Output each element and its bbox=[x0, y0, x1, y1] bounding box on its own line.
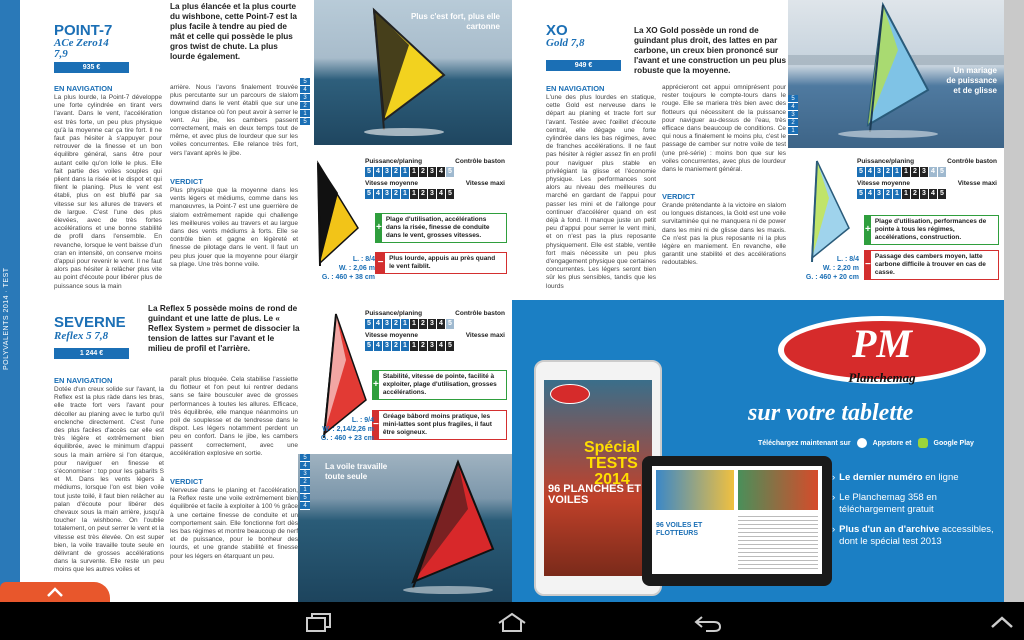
cons-box bbox=[864, 250, 999, 280]
home-icon bbox=[495, 611, 529, 633]
rating-cell: 3 bbox=[383, 341, 392, 351]
rating-cell: 3 bbox=[875, 189, 884, 199]
rating-cell: 1 bbox=[902, 189, 911, 199]
sail-dimensions bbox=[320, 255, 375, 282]
pros-box bbox=[864, 215, 999, 245]
rating-cell: 2 bbox=[911, 167, 920, 177]
chevron-up-icon bbox=[989, 614, 1015, 630]
price-tag: 935 € bbox=[54, 62, 129, 73]
minus-icon: − bbox=[376, 253, 385, 273]
cover-title: Spécial TESTS 2014 bbox=[583, 439, 641, 488]
model-title: Reflex 5 7,8 bbox=[54, 330, 109, 342]
model-title: Gold 7,8 bbox=[546, 37, 585, 49]
dimension-line: W. : 2,14/2,26 m bbox=[322, 426, 374, 433]
download-text: Téléchargez maintenant sur bbox=[758, 439, 851, 447]
dimension-line: L. : 8/4 bbox=[836, 256, 859, 263]
rating-row-2 bbox=[365, 189, 505, 199]
rating-cell: 1 bbox=[410, 167, 419, 177]
rating-cell: 5 bbox=[365, 167, 374, 177]
rating-label-control: Contrôle baston bbox=[455, 158, 505, 165]
tablet-text-lines bbox=[738, 516, 818, 570]
plus-icon: + bbox=[865, 216, 871, 244]
rating-cell: 1 bbox=[893, 167, 902, 177]
rating-cell: 1 bbox=[893, 189, 902, 199]
rating-cell: 3 bbox=[383, 319, 392, 329]
nav-text-col2: apprécieront cet appui omniprésent pour rester toujours le compte-tours dans le rouge. Elle se mariera très bien avec des flotteurs qui nécessitent de la puissance pour naviguer au-dessus de l'eau, très efficace dans beaucoup de conditions. Ce qui nous a finalement le moins plu, c'est le passage de camber sur notre voile de test (une pré-série) : moins bon que sur les voiles concurrentes, avec plus de lourdeur dans le maniement général. bbox=[662, 84, 786, 174]
rating-label-speed: Vitesse moyenne bbox=[365, 332, 418, 339]
pros-box bbox=[372, 370, 507, 400]
bullet-icon: › bbox=[832, 492, 836, 503]
bullet-icon: › bbox=[832, 472, 836, 483]
intro-text: La plus élancée et la plus courte du wishbone, cette Point-7 est la plus facile à tendre au pied de mât et celle qui possède le plus gros twist de chute. La plus lourde également. bbox=[170, 2, 297, 61]
rating-cell: 2 bbox=[884, 189, 893, 199]
download-line bbox=[758, 438, 974, 448]
cons-text: Passage des cambers moyen, latte carbone difficile à trouver en cas de casse. bbox=[874, 253, 986, 276]
rating-label-speed: Vitesse moyenne bbox=[365, 180, 418, 187]
brand-title: SEVERNE bbox=[54, 314, 126, 331]
right-band bbox=[1004, 0, 1024, 602]
samsung-tablet bbox=[642, 456, 832, 586]
cons-box bbox=[375, 252, 507, 274]
dimension-line: W. : 2,20 m bbox=[822, 265, 859, 272]
nav-text-col1: L'une des plus lourdes en statique, cette Gold est nerveuse dans le départ au planing et tracte fort sur l'avant. Testée avec l'œillet d'écoute central, elle dégage une forte cylindrée dans les bas régimes, avec de franches accélérations. Il ne faut pas hésiter à régler assez fin en profil pour naviguer plus stable en privilégiant la glisse et l'économie physique. Les performances sont alors au niveau des meilleures du marché en gardant de l'appui pour passer les mini et de l'allonge pour continuer d'accélérer quand on est déjà à fond. Il manque juste un petit peu d'appui pour serrer le vent mini, et on n'est pas la plus reposante physiquement. Elle est stable, ventile fort mais nécessite un peu plus d'engagement physique que certaines concurrentes. Les légers seront bien sûr les plus sensibles, tandis que les lourds bbox=[546, 94, 656, 290]
verdict-title: VERDICT bbox=[662, 192, 695, 201]
ratings-box bbox=[365, 158, 505, 202]
dimension-line: G. : 460 + 20 cm bbox=[805, 274, 859, 281]
plus-icon: + bbox=[373, 371, 379, 399]
rating-cell: 5 bbox=[446, 167, 455, 177]
rating-cell: 2 bbox=[392, 341, 401, 351]
page-severne bbox=[20, 300, 512, 602]
rating-cell: 5 bbox=[365, 189, 374, 199]
cons-box bbox=[372, 410, 507, 440]
cons-text: Plus lourde, appuis au près quand le vent faiblit. bbox=[389, 255, 496, 270]
side-scale: 5 4 3 2 1 5 bbox=[300, 78, 310, 126]
model-title: ACe Zero14 bbox=[54, 37, 109, 49]
nav-section-title: EN NAVIGATION bbox=[54, 376, 113, 385]
rating-cell: 5 bbox=[446, 189, 455, 199]
rating-cell: 5 bbox=[365, 319, 374, 329]
ratings-box bbox=[857, 158, 997, 202]
pros-box bbox=[375, 213, 507, 243]
page-xo bbox=[512, 0, 1004, 300]
rating-label-power: Puissance/planing bbox=[365, 310, 423, 317]
rating-label-power: Puissance/planing bbox=[365, 158, 423, 165]
rating-cell: 3 bbox=[428, 167, 437, 177]
ad-feature-list bbox=[832, 472, 997, 556]
rating-cell: 1 bbox=[401, 319, 410, 329]
ad-item-1: › Le dernier numéro en ligne bbox=[832, 472, 959, 483]
rating-label-maxspeed: Vitesse maxi bbox=[465, 180, 505, 187]
photo-quote: Plus c'est fort, plus elle cartonne bbox=[410, 12, 500, 31]
rating-label-power: Puissance/planing bbox=[857, 158, 915, 165]
brand-title: XO bbox=[546, 22, 568, 39]
rating-cell: 1 bbox=[410, 189, 419, 199]
nav-text-col2: paraît plus bloquée. Cela stabilise l'assiette du flotteur et l'on peut lui rentrer dedans sans se faire bousculer avec de grosses performances à toutes les allures. Efficace, très équilibrée, elle manque néanmoins un poil de souplesse et de tendresse dans le dispot. Les légers notamment perdent un peu en confort. Dans le jibe, les cambers passent correctement, avec une accélération explosive en sortie. bbox=[170, 376, 298, 457]
planchemag-ad[interactable] bbox=[512, 300, 1004, 602]
rating-cell: 4 bbox=[374, 341, 383, 351]
rating-cell: 1 bbox=[410, 341, 419, 351]
rating-row-2 bbox=[857, 189, 997, 199]
nav-section-title: EN NAVIGATION bbox=[546, 84, 605, 93]
left-band bbox=[0, 0, 20, 602]
nav-text-col1: La plus lourde, la Point-7 développe une forte cylindrée en tirant vers l'avant. Dans le vent, l'accélération est très forte, un peu plus physique qu'à la moyenne car ça tire fort. Il ne faut pas hésiter à s'appuyer pour retrouver de la finesse et un bon équilibre général, sans être pour autant celle qu'on lolle le plus. Elle fait partie des voiles souples qui plient dans la risée et le dispot et qui filent le planing. Plus le vent est établi, plus on est bluffé par sa vitesse sur les allures de travers et de largue. C'est l'une des plus élevées, avec de très fortes accélérations et une bonne stabilité de profil dans l'ensemble. En revanche, lorsque le vent baisse d'un cran en intensité, on conserve moins d'appui pour revenir le vent. Il ne faut alors pas hésiter à relâcher plus vite au point d'écoute pour libérer plus de puissance sous la main bbox=[54, 94, 162, 290]
ratings-box bbox=[365, 310, 505, 354]
nav-text-col2: arrière. Nous l'avons finalement trouvée plus percutante sur un parcours de slalom downwind dans le vent établi que sur une longue distance où l'on peut avoir à serrer le vent. Au jibe, les cambers passent correctement, mais en deux temps tout de même, et avec plus de lourdeur que sur les voiles concurrentes. Elle relance très fort, vers l'avant après le jibe. bbox=[170, 84, 298, 157]
rating-cell: 3 bbox=[383, 189, 392, 199]
side-scale: 5 4 3 2 1 5 4 bbox=[300, 454, 310, 510]
nav-section-title: EN NAVIGATION bbox=[54, 84, 113, 93]
logo-subtitle: Planchemag bbox=[848, 370, 916, 385]
chevron-up-icon bbox=[45, 586, 65, 598]
rating-label-maxspeed: Vitesse maxi bbox=[465, 332, 505, 339]
verdict-title: VERDICT bbox=[170, 477, 203, 486]
android-icon bbox=[918, 438, 928, 448]
rating-cell: 3 bbox=[920, 189, 929, 199]
cons-text: Gréage bâbord moins pratique, les mini-lattes sont plus fragiles, il faut être soigneux. bbox=[382, 413, 492, 436]
rating-cell: 3 bbox=[920, 167, 929, 177]
android-nav-bar bbox=[0, 602, 1024, 640]
recent-apps-icon bbox=[303, 611, 333, 633]
left-band-text: POLYVALENTS 2014 · TEST bbox=[3, 267, 10, 370]
tablet-photo-2 bbox=[738, 470, 818, 510]
sail-cutout bbox=[787, 158, 857, 263]
sail-dimensions bbox=[797, 255, 859, 282]
back-button[interactable] bbox=[690, 610, 726, 634]
magazine-cover[interactable] bbox=[544, 380, 652, 576]
rating-cell: 1 bbox=[902, 167, 911, 177]
rating-label-control: Contrôle baston bbox=[455, 310, 505, 317]
ad-headline: sur votre tablette bbox=[748, 400, 914, 426]
rating-cell: 1 bbox=[401, 189, 410, 199]
rating-cell: 5 bbox=[446, 319, 455, 329]
tablet-photo-1 bbox=[656, 470, 734, 510]
menu-pull-tab[interactable] bbox=[0, 582, 110, 602]
sail-dimensions bbox=[292, 416, 374, 443]
rating-cell: 5 bbox=[446, 341, 455, 351]
sail-graphic bbox=[298, 158, 368, 268]
minus-icon: − bbox=[865, 251, 871, 279]
rating-cell: 2 bbox=[392, 167, 401, 177]
rating-cell: 4 bbox=[929, 189, 938, 199]
home-button[interactable] bbox=[494, 610, 530, 634]
dimension-line: L. : 8/4 bbox=[352, 256, 375, 263]
rating-cell: 1 bbox=[401, 341, 410, 351]
tablet-screen[interactable] bbox=[652, 466, 822, 574]
rating-cell: 3 bbox=[428, 189, 437, 199]
rating-label-maxspeed: Vitesse maxi bbox=[957, 180, 997, 187]
rating-cell: 3 bbox=[428, 319, 437, 329]
cover-logo bbox=[550, 384, 590, 404]
dimension-line: G. : 460 + 23 cm bbox=[320, 435, 374, 442]
sail-cutout bbox=[298, 158, 368, 268]
rating-cell: 5 bbox=[857, 167, 866, 177]
rating-cell: 4 bbox=[437, 341, 446, 351]
rating-row-1 bbox=[365, 319, 505, 329]
rating-cell: 1 bbox=[410, 319, 419, 329]
rating-cell: 4 bbox=[437, 189, 446, 199]
model-size: 7,9 bbox=[54, 48, 68, 60]
rating-cell: 4 bbox=[929, 167, 938, 177]
rating-cell: 4 bbox=[374, 189, 383, 199]
rating-cell: 5 bbox=[938, 189, 947, 199]
rating-cell: 2 bbox=[419, 189, 428, 199]
bullet-icon: › bbox=[832, 524, 836, 535]
rating-cell: 2 bbox=[419, 167, 428, 177]
brand-title: POINT-7 bbox=[54, 22, 113, 39]
cover-subtitle: 96 PLANCHES ET VOILES bbox=[548, 483, 641, 506]
page-point7 bbox=[20, 0, 512, 300]
nav-text-col1: Dotée d'un creux solide sur l'avant, la Reflex est la plus ràde dans les bras, elle tracte fort vers l'avant pour décoller au planing avec le turbo qu'il enclenche directement. C'est l'une des plus faciles d'accès car elle est très légère et extrêmement bien équilibrée, avec le minimum d'appui sous la main arrière si l'on étarque, pour naviguer en finesse et s'économiser : top pour les gabarits S et M. Dans les vents légers à médiums, lorsque l'on est bien voile tout juste toilé, il faut bien relâcher au palan d'écoute pour libérer des chevaux sous la main arrière, jusqu'à toucher la wishbone. On l'oublie totalement, on peut serrer le vent et la vitesse est très élevée. On est super bien, la voile travaille toute seule en délivrant de grosses accélérations dans la survente. Elle reste un peu moins que les autres voiles et bbox=[54, 386, 164, 574]
rating-cell: 4 bbox=[437, 167, 446, 177]
back-icon bbox=[692, 611, 724, 633]
rating-cell: 4 bbox=[374, 319, 383, 329]
rating-cell: 2 bbox=[884, 167, 893, 177]
minus-icon: − bbox=[373, 411, 379, 439]
price-tag: 949 € bbox=[546, 60, 621, 71]
plus-icon: + bbox=[376, 214, 382, 242]
rating-cell: 4 bbox=[866, 189, 875, 199]
rating-cell: 2 bbox=[392, 319, 401, 329]
rating-cell: 2 bbox=[911, 189, 920, 199]
verdict-title: VERDICT bbox=[170, 177, 203, 186]
rating-cell: 2 bbox=[392, 189, 401, 199]
rating-label-speed: Vitesse moyenne bbox=[857, 180, 910, 187]
rating-row-2 bbox=[365, 341, 505, 351]
pros-text: Plage d'utilisation, performances de pointe à tous les régimes, accélérations, construction. bbox=[874, 218, 987, 241]
dimension-line: W. : 2,06 m bbox=[338, 265, 375, 272]
rating-cell: 3 bbox=[875, 167, 884, 177]
verdict-text: Plus physique que la moyenne dans les vents légers et médiums, comme dans les manœuvres, la Point-7 est une guerrière de slalom extrêmement rapide qui challenge les meilleures voiles au travers et au largue dans des vents médiums à forts. Elle se contrôle bien et gagne en légèreté et finesse de pilotage dans le vent. Il faut un peu plus jouer que la moyenne pour élargir sa plage. Une très bonne voile. bbox=[170, 187, 298, 268]
photo-quote: Un mariage de puissance et de glisse bbox=[946, 66, 997, 95]
intro-text: La XO Gold possède un rond de guindant plus droit, des lattes en par carbone, un creux bien prononcé sur l'avant et une construction un peu plus robuste que la moyenne. bbox=[634, 26, 787, 75]
rating-cell: 3 bbox=[428, 341, 437, 351]
recent-apps-button[interactable] bbox=[300, 610, 336, 634]
pros-text: Stabilité, vitesse de pointe, facilité à exploiter, plage d'utilisation, grosses accélérations. bbox=[382, 373, 497, 396]
ad-item-3: › Plus d'un an d'archive accessibles, dont le spécial test 2013 bbox=[832, 524, 994, 547]
rating-cell: 2 bbox=[419, 319, 428, 329]
rating-cell: 3 bbox=[383, 167, 392, 177]
photo-quote: La voile travaille toute seule bbox=[325, 462, 388, 481]
logo-text: PM bbox=[852, 321, 912, 366]
rating-cell: 5 bbox=[365, 341, 374, 351]
pros-text: Plage d'utilisation, accélérations dans la risée, finesse de conduite dans le vent, grosses vitesses. bbox=[385, 216, 490, 239]
verdict-text: Grande prétendante à la victoire en slalom ou longues distances, la Gold est une voile survitaminée qui ne manquera ni de power dans les mini ni de glisse dans les maxis. Ce n'est pas la plus reposante ni la plus légère en maniement. En revanche, elle garantit une stabilité et des accélérations redoutables. bbox=[662, 202, 786, 267]
googleplay-label: Google Play bbox=[933, 439, 974, 447]
price-tag: 1 244 € bbox=[54, 348, 129, 359]
rating-label-control: Contrôle baston bbox=[947, 158, 997, 165]
dimension-line: G. : 460 + 38 cm bbox=[321, 274, 375, 281]
rating-row-1 bbox=[857, 167, 997, 177]
rating-cell: 4 bbox=[374, 167, 383, 177]
rating-cell: 2 bbox=[419, 341, 428, 351]
rating-cell: 5 bbox=[938, 167, 947, 177]
intro-text: La Reflex 5 possède moins de rond de guindant et une latte de plus. Le « Reflex System » permet de dissocier la tension de lattes sur l'avant et le milieu de profil et l'arrière. bbox=[148, 304, 300, 353]
rating-cell: 4 bbox=[866, 167, 875, 177]
dimension-line: L. : 9/4 bbox=[351, 417, 374, 424]
navbar-up-button[interactable] bbox=[984, 610, 1020, 634]
rating-cell: 1 bbox=[401, 167, 410, 177]
appstore-label: Appstore et bbox=[872, 439, 912, 447]
ad-item-2: › Le Planchemag 358 en téléchargement gratuit bbox=[832, 492, 937, 515]
apple-icon bbox=[857, 438, 867, 448]
rating-cell: 5 bbox=[857, 189, 866, 199]
tablet-article-title: 96 VOILES ET FLOTTEURS bbox=[656, 522, 703, 537]
sail-graphic bbox=[787, 158, 857, 263]
rating-row-1 bbox=[365, 167, 505, 177]
side-scale: 5 4 3 2 1 bbox=[788, 95, 798, 135]
verdict-text: Nerveuse dans le planing et l'accélération, la Reflex reste une voile extrêmement bien équilibrée et facile à exploiter à 100 % grâce à une certaine finesse de conduite et un comportement sain. Elle fonctionne fort dès les bas régimes et montre beaucoup de nerf et de puissance, pour le bonheur des lourds, et une grande stabilité et finesse pour les légers en étarquant un peu. bbox=[170, 487, 298, 560]
rating-cell: 4 bbox=[437, 319, 446, 329]
